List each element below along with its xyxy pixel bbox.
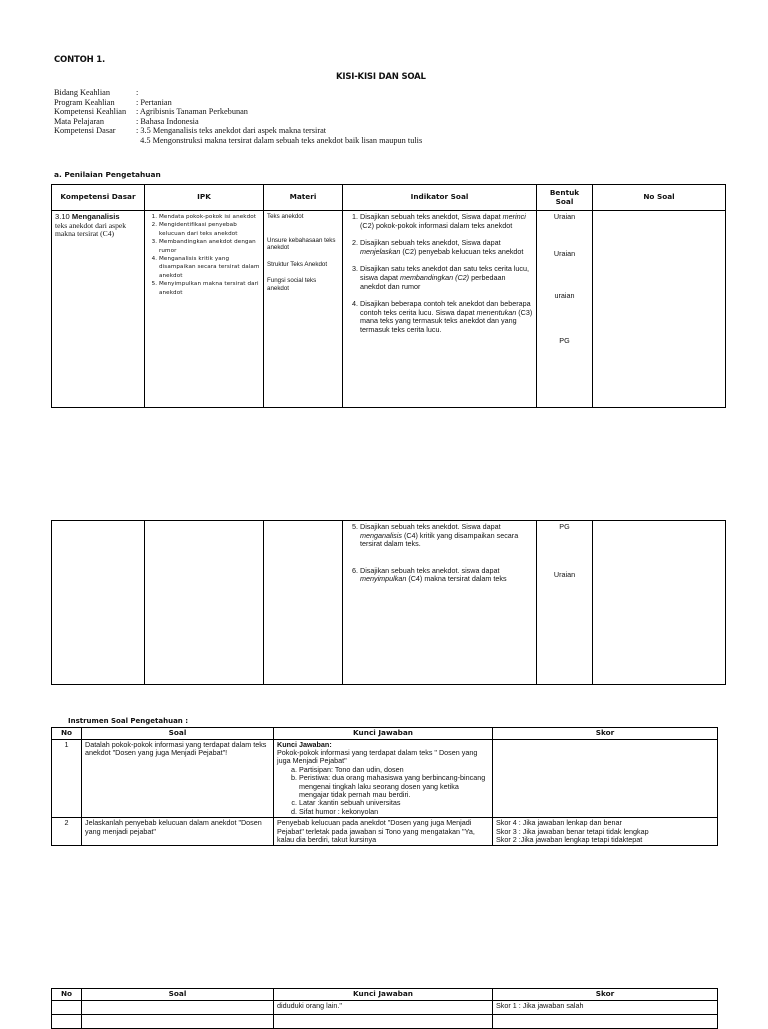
row-no: 2 xyxy=(52,818,82,846)
col-header: Skor xyxy=(493,728,718,740)
info-row: 4.5 Mengonstruksi makna tersirat dalam sebuah teks anekdot baik lisan maupun tulis xyxy=(136,135,423,145)
table-row xyxy=(52,1014,718,1028)
ipk-item: 2. Mengidentifikasi penyebab kelucuan dari teks anekdot xyxy=(159,221,260,238)
kisi-kisi-table-continued xyxy=(51,520,726,685)
row-kunci xyxy=(274,1014,493,1028)
col-header: Materi xyxy=(264,185,343,211)
col-header: No xyxy=(52,728,82,740)
row-soal xyxy=(82,1000,274,1014)
bentuk-item: uraian xyxy=(554,291,575,301)
col-header: Skor xyxy=(493,989,718,1001)
col-header: Bentuk Soal xyxy=(537,185,593,211)
row-soal: Jelaskanlah penyebab kelucuan dalam anekdot "Dosen yang menjadi pejabat" xyxy=(82,818,274,846)
col-header: IPK xyxy=(145,185,264,211)
col-header: Kompetensi Dasar xyxy=(52,185,145,211)
col-header: Soal xyxy=(82,989,274,1001)
row-skor xyxy=(493,1014,718,1028)
table-header-row xyxy=(52,989,718,1001)
materi-item: Unsure kebahasaan teks anekdot xyxy=(267,236,336,252)
kd-cell: 3.10 Menganalisis teks anekdot dari aspek makna tersirat (C4) xyxy=(52,211,145,408)
instrumen-table xyxy=(51,727,718,846)
row-skor: Skor 1 : Jika jawaban salah xyxy=(493,1000,718,1014)
indikator-cell xyxy=(343,521,537,685)
ipk-item: 1. Mendata pokok-pokok isi anekdot xyxy=(159,213,260,221)
col-header: No Soal xyxy=(593,185,726,211)
indikator-item: 2. Disajikan sebuah teks anekdot, Siswa dapat menjelaskan (C2) penyebab kelucuan teks anekdot xyxy=(360,239,533,256)
contoh-label: CONTOH 1. xyxy=(54,55,106,65)
row-soal xyxy=(82,1014,274,1028)
materi-item: Struktur Teks Anekdot xyxy=(267,260,328,268)
table-row xyxy=(52,211,726,408)
materi-cell xyxy=(264,521,343,685)
section-heading: a. Penilaian Pengetahuan xyxy=(54,170,161,179)
row-skor xyxy=(493,739,718,818)
row-no xyxy=(52,1014,82,1028)
kd-cell xyxy=(52,521,145,685)
row-kunci: diduduki orang lain." xyxy=(274,1000,493,1014)
bentuk-item: PG xyxy=(559,335,570,345)
indikator-item: 5. Disajikan sebuah teks anekdot. Siswa dapat menganalisis (C4) kritik yang disampaikan secara tersirat dalam teks. xyxy=(360,523,533,549)
table-row xyxy=(52,818,718,846)
row-no: 1 xyxy=(52,739,82,818)
row-skor: Skor 4 : Jika jawaban lenkap dan benar Skor 3 : Jika jawaban benar tetapi tidak lengkap Skor 2 :Jika jawaban lengkap tetapi tidaktepat xyxy=(493,818,718,846)
table-row xyxy=(52,739,718,818)
bentuk-item: PG xyxy=(559,522,570,531)
ipk-item: 3. Membandingkan anekdot dengan rumor xyxy=(159,238,260,255)
info-row: Kompetensi Keahlian : Agribisnis Tanaman Perkebunan xyxy=(54,107,248,117)
row-soal: Datalah pokok-pokok informasi yang terdapat dalam teks anekdot "Dosen yang juga Menjadi Pejabat"! xyxy=(82,739,274,818)
indikator-item: 4. Disajikan beberapa contoh tek anekdot dan beberapa contoh teks cerita lucu. Siswa dapat menentukan (C3) mana teks yang termasuk teks anekdot dan yang termasuk teks cerita lucu. xyxy=(360,300,533,334)
ipk-cell xyxy=(145,521,264,685)
info-block xyxy=(54,88,422,146)
info-row: Kompetensi Dasar : 3.5 Menganalisis teks anekdot dari aspek makna tersirat xyxy=(54,126,327,136)
instrumen-heading: Instrumen Soal Pengetahuan : xyxy=(68,717,189,725)
indikator-item: 1. Disajikan sebuah teks anekdot, Siswa dapat merinci (C2) pokok-pokok informasi dalam teks anekdot xyxy=(360,213,533,230)
ipk-item: 5. Menyimpulkan makna tersirat dari anekdot xyxy=(159,280,260,297)
info-row: Mata Pelajaran : Bahasa Indonesia xyxy=(54,116,199,126)
bentuk-cell xyxy=(537,521,593,685)
bentuk-item: Uraian xyxy=(553,569,576,579)
col-header: Kunci Jawaban xyxy=(274,728,493,740)
col-header: Kunci Jawaban xyxy=(274,989,493,1001)
ipk-cell xyxy=(145,211,264,408)
col-header: No xyxy=(52,989,82,1001)
materi-item: Teks anekdot xyxy=(267,213,304,220)
table-row xyxy=(52,1000,718,1014)
instrumen-table-continued xyxy=(51,988,718,1029)
indikator-cell xyxy=(343,211,537,408)
materi-cell xyxy=(264,211,343,408)
nosoal-cell xyxy=(593,211,726,408)
table-header-row xyxy=(52,728,718,740)
info-row: Bidang Keahlian : xyxy=(54,88,139,97)
col-header: Indikator Soal xyxy=(343,185,537,211)
indikator-item: 3. Disajikan satu teks anekdot dan satu teks cerita lucu, siswa dapat membandingkan (C2) perbedaan anekdot dan rumor xyxy=(360,265,533,291)
bentuk-cell xyxy=(537,211,593,408)
document-title: KISI-KISI DAN SOAL xyxy=(336,72,426,82)
kisi-kisi-table xyxy=(51,184,726,408)
row-no xyxy=(52,1000,82,1014)
row-kunci: Kunci Jawaban: Pokok-pokok informasi yang terdapat dalam teks " Dosen yang juga Menjadi Pejabat" a. Partisipan: Tono dan udin, dosen b. Peristiwa: dua orang mahasiswa yang berbincang-bincang mengenai tingkah laku seorang dosen yang ketika mengajar tidak pernah mau berdiri. c. Latar :kantin sebuah universitas d. Sifat humor : kekonyolan xyxy=(274,739,493,818)
col-header: Soal xyxy=(82,728,274,740)
nosoal-cell xyxy=(593,521,726,685)
bentuk-item: Uraian xyxy=(553,212,576,221)
table-header-row xyxy=(52,185,726,211)
table-row xyxy=(52,521,726,685)
materi-item: Fungsi social teks anekdot xyxy=(267,277,317,292)
bentuk-item: Uraian xyxy=(553,248,576,258)
info-row: Program Keahlian : Pertanian xyxy=(54,97,172,107)
indikator-item: 6. Disajikan sebuah teks anekdot. siswa dapat menyimpulkan (C4) makna tersirat dalam teks xyxy=(360,567,533,584)
ipk-item: 4. Menganalisis kritik yang disampaikan secara tersirat dalam anekdot xyxy=(159,255,260,280)
row-kunci: Penyebab kelucuan pada anekdot "Dosen yang juga Menjadi Pejabat" terletak pada jawaban si Tono yang mengatakan "Ya, kalau dia berdiri, takut kursinya xyxy=(274,818,493,846)
